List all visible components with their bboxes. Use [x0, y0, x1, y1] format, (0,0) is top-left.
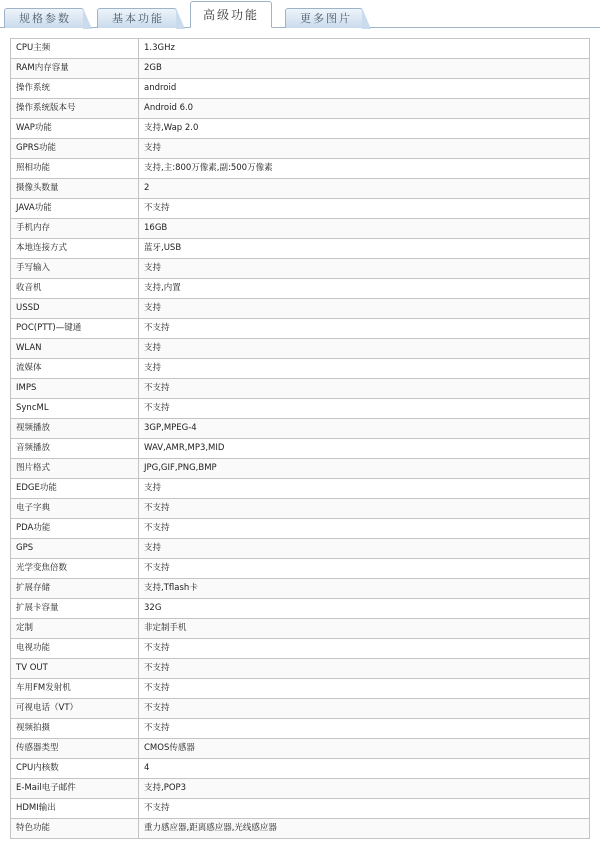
spec-value: 不支持 — [139, 199, 590, 219]
spec-name: 扩展存储 — [11, 579, 139, 599]
spec-name: PDA功能 — [11, 519, 139, 539]
spec-value: 不支持 — [139, 319, 590, 339]
spec-value: 支持 — [139, 259, 590, 279]
spec-name: GPRS功能 — [11, 139, 139, 159]
table-row — [11, 79, 590, 99]
spec-name: 手机内存 — [11, 219, 139, 239]
table-row — [11, 539, 590, 559]
spec-name: 操作系统版本号 — [11, 99, 139, 119]
spec-name: 定制 — [11, 619, 139, 639]
spec-value: 不支持 — [139, 659, 590, 679]
table-row — [11, 759, 590, 779]
spec-value: 支持 — [139, 339, 590, 359]
table-row — [11, 339, 590, 359]
table-row — [11, 219, 590, 239]
spec-value: 支持,Tflash卡 — [139, 579, 590, 599]
table-row — [11, 639, 590, 659]
spec-value: 不支持 — [139, 639, 590, 659]
table-row — [11, 799, 590, 819]
table-row — [11, 59, 590, 79]
table-row — [11, 439, 590, 459]
table-row — [11, 259, 590, 279]
spec-name: 视频播放 — [11, 419, 139, 439]
table-row — [11, 419, 590, 439]
table-row — [11, 99, 590, 119]
tab-basic-features[interactable]: 基本功能 — [97, 8, 177, 28]
spec-value: 不支持 — [139, 719, 590, 739]
spec-name: GPS — [11, 539, 139, 559]
table-row — [11, 119, 590, 139]
tab-more-pictures[interactable]: 更多图片 — [285, 8, 363, 28]
table-row — [11, 459, 590, 479]
spec-value: 4 — [139, 759, 590, 779]
tab-advanced-features[interactable]: 高级功能 — [190, 1, 272, 28]
spec-value: 不支持 — [139, 379, 590, 399]
spec-name: 扩展卡容量 — [11, 599, 139, 619]
spec-name: 手写输入 — [11, 259, 139, 279]
spec-name: 照相功能 — [11, 159, 139, 179]
spec-value: 支持,POP3 — [139, 779, 590, 799]
spec-value: 不支持 — [139, 399, 590, 419]
table-row — [11, 199, 590, 219]
spec-name: WLAN — [11, 339, 139, 359]
spec-name: 电视功能 — [11, 639, 139, 659]
spec-value: 支持 — [139, 299, 590, 319]
table-row — [11, 319, 590, 339]
spec-name: 流媒体 — [11, 359, 139, 379]
spec-value: 支持,Wap 2.0 — [139, 119, 590, 139]
spec-name: 图片格式 — [11, 459, 139, 479]
spec-value: 不支持 — [139, 559, 590, 579]
table-row — [11, 179, 590, 199]
spec-name: IMPS — [11, 379, 139, 399]
spec-value: 支持,内置 — [139, 279, 590, 299]
spec-name: 特色功能 — [11, 819, 139, 839]
table-row — [11, 679, 590, 699]
table-row — [11, 299, 590, 319]
spec-value: Android 6.0 — [139, 99, 590, 119]
spec-value: 2GB — [139, 59, 590, 79]
table-row — [11, 39, 590, 59]
table-row — [11, 579, 590, 599]
table-row — [11, 719, 590, 739]
spec-value: 3GP,MPEG-4 — [139, 419, 590, 439]
table-row — [11, 699, 590, 719]
table-row — [11, 779, 590, 799]
spec-value: 1.3GHz — [139, 39, 590, 59]
spec-name: E-Mail电子邮件 — [11, 779, 139, 799]
spec-value: 支持 — [139, 539, 590, 559]
spec-name: WAP功能 — [11, 119, 139, 139]
table-row — [11, 599, 590, 619]
table-row — [11, 819, 590, 839]
spec-name: JAVA功能 — [11, 199, 139, 219]
table-row — [11, 739, 590, 759]
table-row — [11, 159, 590, 179]
table-row — [11, 619, 590, 639]
spec-value: JPG,GIF,PNG,BMP — [139, 459, 590, 479]
table-row — [11, 139, 590, 159]
table-row — [11, 659, 590, 679]
spec-value: 不支持 — [139, 499, 590, 519]
spec-name: 摄像头数量 — [11, 179, 139, 199]
table-row — [11, 519, 590, 539]
spec-name: POC(PTT)—键通 — [11, 319, 139, 339]
spec-value: CMOS传感器 — [139, 739, 590, 759]
table-row — [11, 359, 590, 379]
spec-name: CPU内核数 — [11, 759, 139, 779]
spec-table — [10, 38, 590, 839]
spec-table-body — [11, 39, 590, 839]
spec-value: 支持 — [139, 139, 590, 159]
spec-name: 收音机 — [11, 279, 139, 299]
table-row — [11, 559, 590, 579]
table-row — [11, 279, 590, 299]
spec-value: 不支持 — [139, 519, 590, 539]
spec-name: CPU主频 — [11, 39, 139, 59]
table-row — [11, 479, 590, 499]
tab-specs[interactable]: 规格参数 — [4, 8, 84, 28]
spec-value: 不支持 — [139, 699, 590, 719]
spec-name: 音频播放 — [11, 439, 139, 459]
spec-name: 视频拍摄 — [11, 719, 139, 739]
spec-value: 支持,主:800万像素,副:500万像素 — [139, 159, 590, 179]
spec-value: 非定制手机 — [139, 619, 590, 639]
spec-name: 可视电话（VT） — [11, 699, 139, 719]
spec-value: WAV,AMR,MP3,MID — [139, 439, 590, 459]
table-row — [11, 399, 590, 419]
spec-name: 操作系统 — [11, 79, 139, 99]
spec-name: 车用FM发射机 — [11, 679, 139, 699]
spec-value: 支持 — [139, 479, 590, 499]
spec-value: 支持 — [139, 359, 590, 379]
spec-value: 16GB — [139, 219, 590, 239]
spec-value: 不支持 — [139, 799, 590, 819]
tab-bar — [0, 0, 600, 28]
spec-name: 传感器类型 — [11, 739, 139, 759]
spec-value: 蓝牙,USB — [139, 239, 590, 259]
spec-name: USSD — [11, 299, 139, 319]
table-row — [11, 379, 590, 399]
table-row — [11, 239, 590, 259]
spec-name: HDMI输出 — [11, 799, 139, 819]
table-row — [11, 499, 590, 519]
spec-name: EDGE功能 — [11, 479, 139, 499]
spec-value: 2 — [139, 179, 590, 199]
spec-name: TV OUT — [11, 659, 139, 679]
spec-name: 电子字典 — [11, 499, 139, 519]
spec-value: 不支持 — [139, 679, 590, 699]
spec-value: 32G — [139, 599, 590, 619]
spec-value: 重力感应器,距离感应器,光线感应器 — [139, 819, 590, 839]
spec-value: android — [139, 79, 590, 99]
spec-name: RAM内存容量 — [11, 59, 139, 79]
spec-name: 光学变焦倍数 — [11, 559, 139, 579]
spec-name: SyncML — [11, 399, 139, 419]
spec-name: 本地连接方式 — [11, 239, 139, 259]
